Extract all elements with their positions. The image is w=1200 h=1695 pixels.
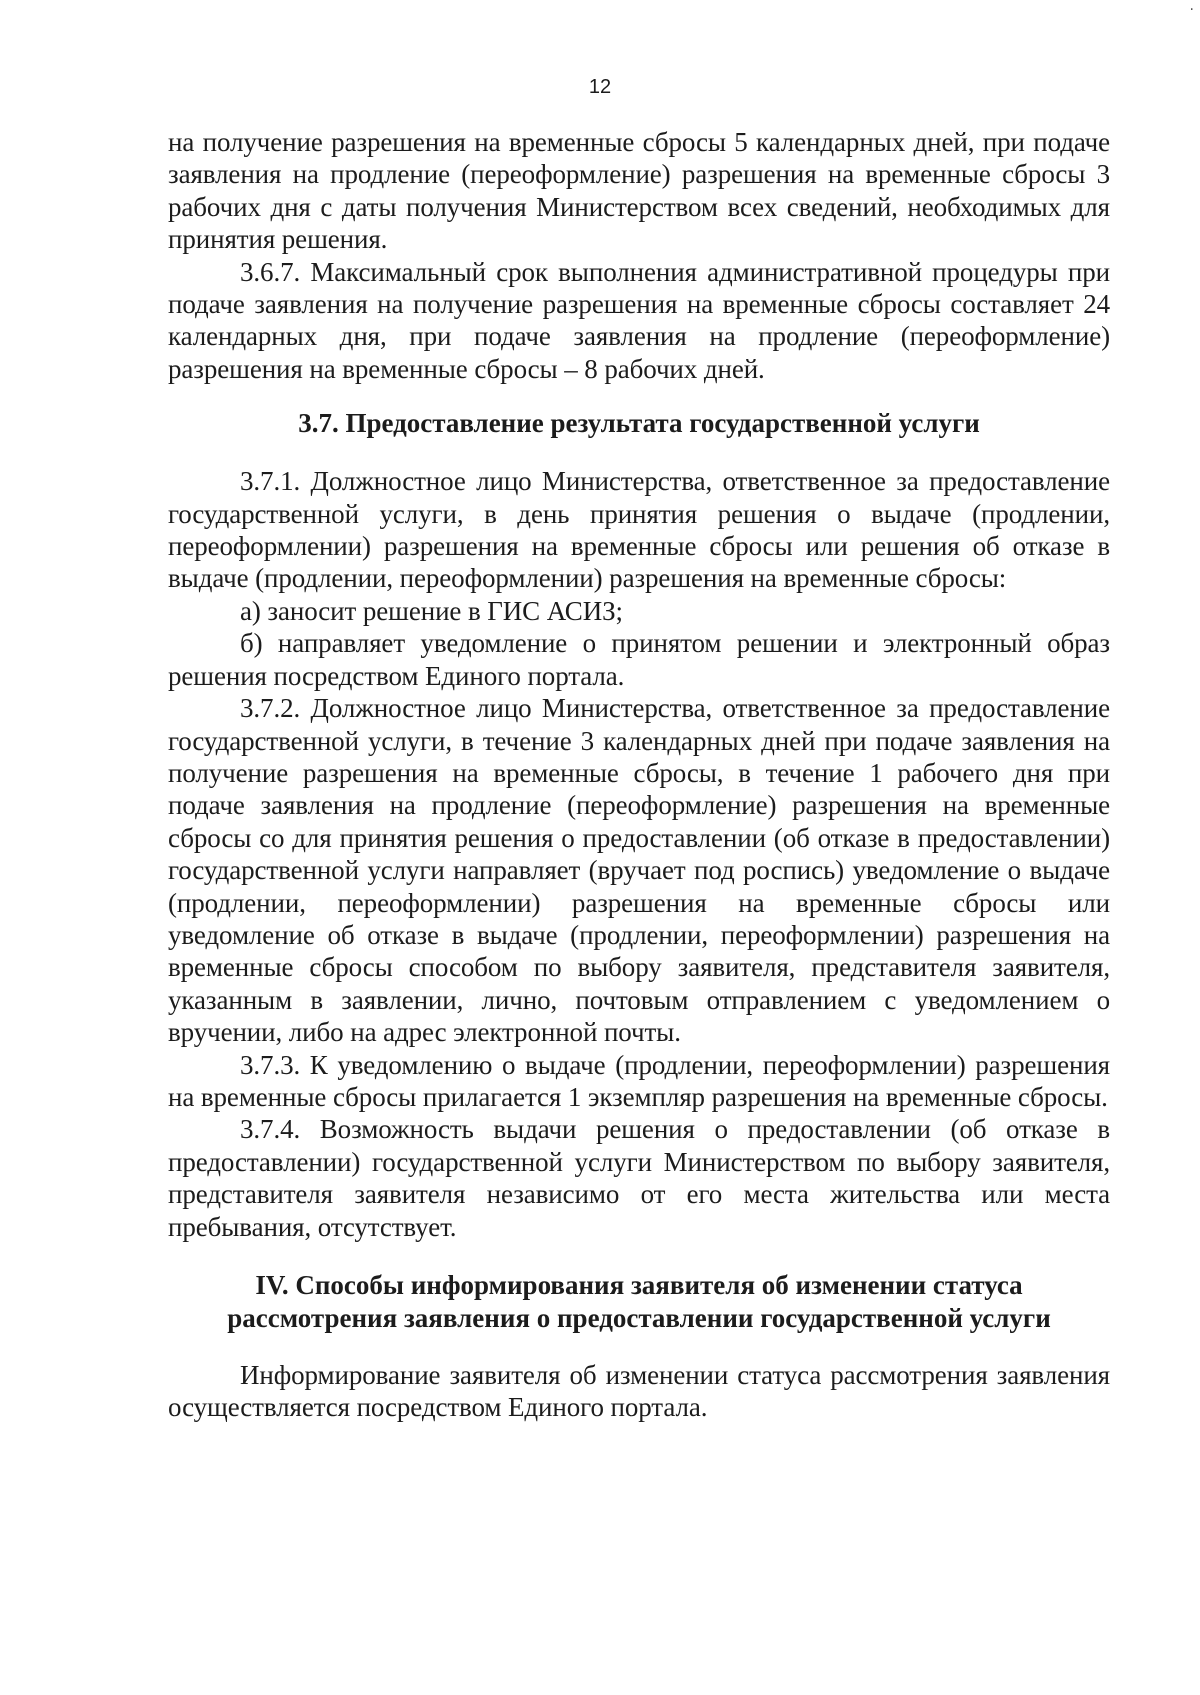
section-heading-iv-line-2: рассмотрения заявления о предоставлении государственной услуги [227,1303,1051,1333]
paragraph-3-7-2: 3.7.2. Должностное лицо Министерства, ответственное за предоставление государственной услуги, в течение 3 календарных дней при подаче заявления на получение разрешения на временные сбросы, в течение 1 рабочего дня при подаче заявления на продление (переоформление) разрешения на временные сбросы со для принятия решения о предоставлении (об отказе в предоставлении) государственной услуги направляет (вручает под роспись) уведомление о выдаче (продлении, переоформлении) разрешения на временные сбросы или уведомление об отказе в выдаче (продлении, переоформлении) разрешения на временные сбросы способом по выбору заявителя, представителя заявителя, указанным в заявлении, лично, почтовым отправлением с уведомлением о вручении, либо на адрес электронной почты. [168,693,1110,1048]
section-heading-iv-line-1: IV. Способы информирования заявителя об изменении статуса [255,1270,1023,1300]
paragraph-3-7-1: 3.7.1. Должностное лицо Министерства, ответственное за предоставление государственной услуги, в день принятия решения о выдаче (продлении, переоформлении) разрешения на временные сбросы или решения об отказе в выдаче (продлении, переоформлении) разрешения на временные сбросы: [168,466,1110,594]
paragraph-iv-body: Информирование заявителя об изменении статуса рассмотрения заявления осуществляется посредством Единого портала. [168,1360,1110,1423]
list-item-a: а) заносит решение в ГИС АСИЗ; [240,595,623,626]
paragraph-continuation: на получение разрешения на временные сбросы 5 календарных дней, при подаче заявления на продление (переоформление) разрешения на временные сбросы 3 рабочих дня с даты получения Министерством всех сведений, необходимых для принятия решения. [168,127,1110,255]
page-number: 12 [588,76,612,98]
paragraph-3-6-7: 3.6.7. Максимальный срок выполнения административной процедуры при подаче заявления на получение разрешения на временные сбросы составляет 24 календарных дня, при подаче заявления на продление (переоформление) разрешения на временные сбросы – 8 рабочих дней. [168,256,1110,384]
section-heading-3-7: 3.7. Предоставление результата государственной услуги [298,408,980,439]
document-body [168,126,1110,1424]
paragraph-3-7-3: 3.7.3. К уведомлению о выдаче (продлении, переоформлении) разрешения на временные сбросы прилагается 1 экземпляр разрешения на временные сбросы. [168,1049,1110,1112]
list-item-b: б) направляет уведомление о принятом решении и электронный образ решения посредством Единого портала. [168,628,1110,691]
scan-corner-mark: · [1189,2,1194,18]
section-heading-iv [168,1269,1110,1335]
paragraph-3-7-4: 3.7.4. Возможность выдачи решения о предоставлении (об отказе в предоставлении) государственной услуги Министерством по выбору заявителя, представителя заявителя независимо от его места жительства или места пребывания, отсутствует. [168,1114,1110,1242]
